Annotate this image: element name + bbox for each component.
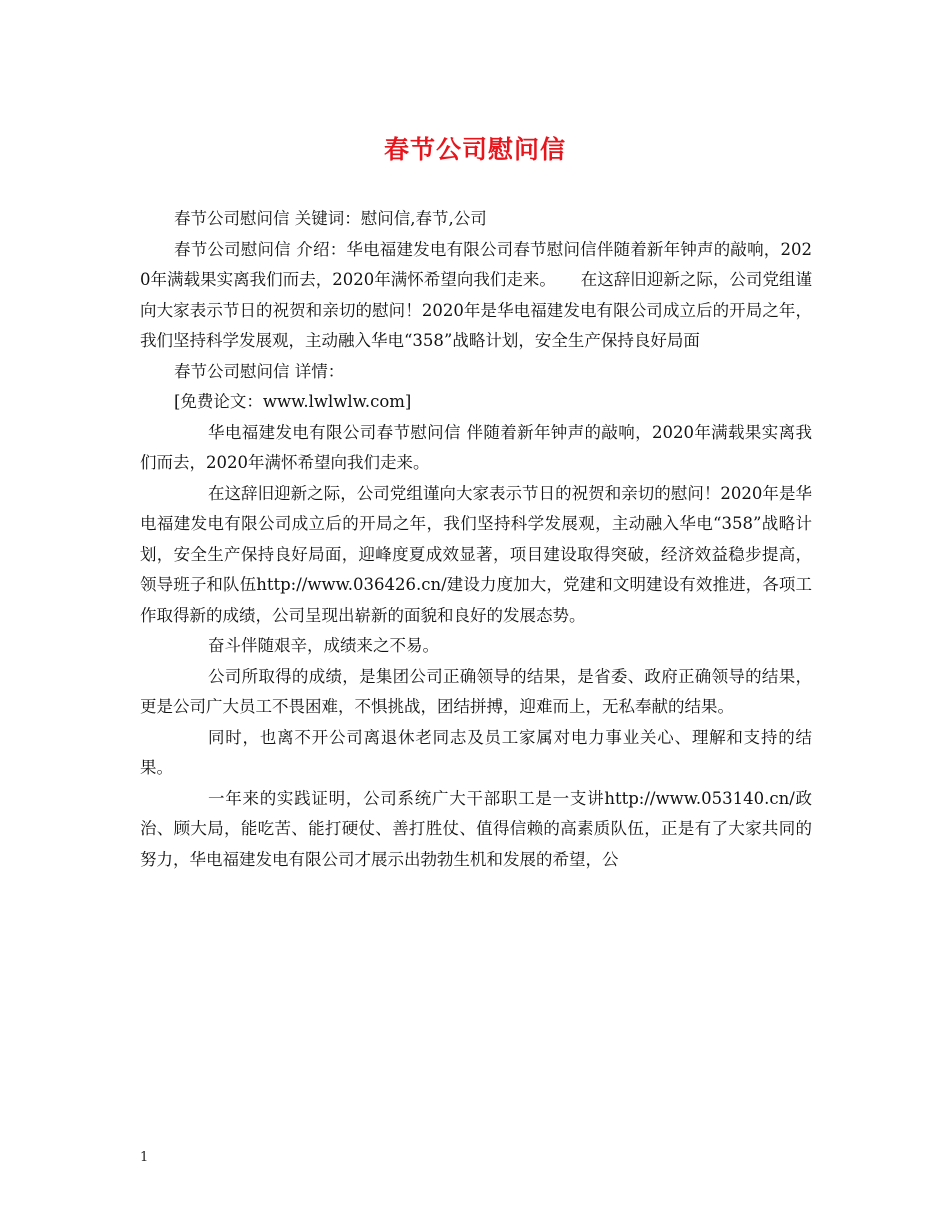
body-paragraph: 公司所取得的成绩，是集团公司正确领导的结果，是省委、政府正确领导的结果，更是公司广大员工不畏困难，不惧挑战，团结拼搏，迎难而上，无私奉献的结果。 (140, 666, 812, 716)
free-paper-link-text: [免费论文：www.lwlwlw.com] (174, 392, 412, 411)
introduction-paragraph: 春节公司慰问信 介绍：华电福建发电有限公司春节慰问信伴随着新年钟声的敲响，2020年满载果实离我们而去，2020年满怀希望向我们走来。 在这辞旧迎新之际，公司党组谨向大家表示节日的祝贺和亲切的慰问！2020年是华电福建发电有限公司成立后的开局之年，我们坚持科学发展观，主动融入华电“358”战略计划，安全生产保持良好局面 (140, 239, 812, 350)
page-number: 1 (140, 1150, 149, 1165)
body-paragraph: 华电福建发电有限公司春节慰问信 伴随着新年钟声的敲响，2020年满载果实离我们而去，2020年满怀希望向我们走来。 (140, 422, 812, 472)
document-title: 春节公司慰问信 (383, 135, 566, 164)
keywords-paragraph: 春节公司慰问信 关键词：慰问信,春节,公司 (174, 209, 487, 228)
details-heading: 春节公司慰问信 详情： (174, 361, 345, 381)
body-paragraph: 在这辞旧迎新之际，公司党组谨向大家表示节日的祝贺和亲切的慰问！2020年是华电福建发电有限公司成立后的开局之年，我们坚持科学发展观，主动融入华电“358”战略计划，安全生产保持良好局面，迎峰度夏成效显著，项目建设取得突破，经济效益稳步提高，领导班子和队伍http://www.036426.cn/建设力度加大，党建和文明建设有效推进，各项工作取得新的成绩，公司呈现出崭新的面貌和良好的发展态势。 (140, 483, 812, 625)
document-body (140, 204, 812, 875)
body-paragraph: 同时，也离不开公司离退休老同志及员工家属对电力事业关心、理解和支持的结果。 (140, 727, 812, 777)
body-paragraph: 奋斗伴随艰辛，成绩来之不易。 (208, 636, 439, 655)
body-paragraph: 一年来的实践证明，公司系统广大干部职工是一支讲http://www.053140.cn/政治、顾大局，能吃苦、能打硬仗、善打胜仗、值得信赖的高素质队伍，正是有了大家共同的努力，华电福建发电有限公司才展示出勃勃生机和发展的希望，公 (140, 788, 812, 869)
